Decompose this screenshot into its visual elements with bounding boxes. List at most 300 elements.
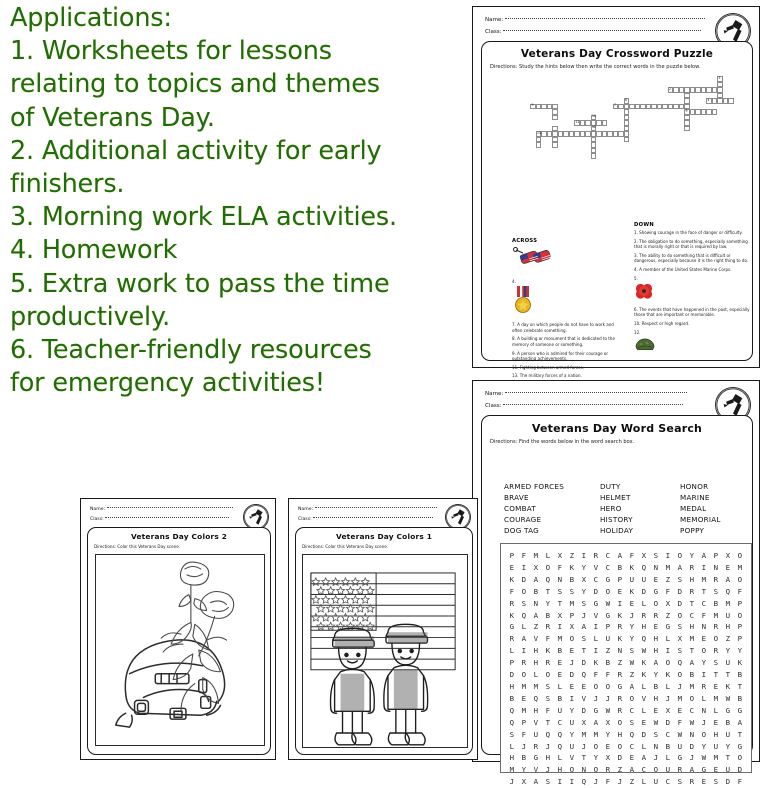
wordsearch-letter[interactable]: M — [701, 574, 707, 584]
wordsearch-letter[interactable]: Y — [605, 729, 611, 739]
wordsearch-letter[interactable]: L — [713, 705, 719, 715]
wordsearch-letter[interactable]: J — [665, 693, 671, 703]
wordsearch-letter[interactable]: K — [725, 681, 731, 691]
wordsearch-letter[interactable]: B — [725, 717, 731, 727]
wordsearch-letter[interactable]: P — [509, 551, 515, 560]
wordsearch-letter[interactable]: X — [665, 598, 671, 608]
wordsearch-letter[interactable]: I — [569, 693, 575, 703]
wordsearch-letter[interactable]: T — [545, 717, 551, 727]
wordsearch-letter[interactable]: R — [509, 598, 515, 608]
wordsearch-letter[interactable]: V — [533, 634, 539, 644]
wordsearch-letter[interactable]: U — [653, 777, 659, 787]
wordsearch-letter[interactable]: U — [629, 574, 635, 584]
wordsearch-letter[interactable]: U — [557, 705, 563, 715]
wordsearch-letter[interactable]: Q — [629, 729, 635, 739]
wordsearch-letter[interactable]: O — [701, 646, 707, 656]
wordsearch-letter[interactable]: W — [725, 693, 731, 703]
wordsearch-letter[interactable]: O — [737, 610, 743, 620]
wordsearch-letter[interactable]: H — [509, 753, 515, 763]
wordsearch-letter[interactable]: Y — [569, 729, 575, 739]
crossword-cell[interactable] — [552, 142, 558, 148]
wordsearch-letter[interactable]: M — [593, 729, 599, 739]
wordsearch-letter[interactable]: V — [533, 765, 539, 775]
wordsearch-letter[interactable]: R — [605, 765, 611, 775]
wordsearch-letter[interactable]: C — [629, 705, 635, 715]
wordsearch-letter[interactable]: W — [677, 729, 683, 739]
wordsearch-letter[interactable]: E — [509, 562, 515, 572]
wordsearch-letter[interactable]: H — [689, 622, 695, 632]
crossword-cell[interactable] — [602, 120, 608, 126]
wordsearch-letter[interactable]: A — [677, 562, 683, 572]
wordsearch-letter[interactable]: E — [713, 681, 719, 691]
wordsearch-letter[interactable]: O — [737, 574, 743, 584]
wordsearch-letter[interactable]: A — [701, 551, 707, 560]
wordsearch-letter[interactable]: J — [677, 681, 683, 691]
wordsearch-letter[interactable]: B — [521, 753, 527, 763]
wordsearch-letter[interactable]: A — [533, 777, 539, 787]
wordsearch-letter[interactable]: Y — [629, 634, 635, 644]
wordsearch-letter[interactable]: Q — [509, 717, 515, 727]
wordsearch-letter[interactable]: O — [689, 693, 695, 703]
wordsearch-letter[interactable]: R — [713, 646, 719, 656]
wordsearch-letter[interactable]: K — [629, 562, 635, 572]
wordsearch-letter[interactable]: R — [689, 562, 695, 572]
wordsearch-letter[interactable]: E — [557, 658, 563, 668]
wordsearch-letter[interactable]: K — [617, 610, 623, 620]
wordsearch-letter[interactable]: I — [593, 622, 599, 632]
wordsearch-letter[interactable]: X — [581, 717, 587, 727]
wordsearch-letter[interactable]: A — [581, 622, 587, 632]
wordsearch-letter[interactable]: S — [509, 729, 515, 739]
wordsearch-letter[interactable]: A — [689, 658, 695, 668]
wordsearch-letter[interactable]: L — [665, 753, 671, 763]
wordsearch-letter[interactable]: G — [725, 705, 731, 715]
wordsearch-letter[interactable]: T — [713, 670, 719, 680]
wordsearch-letter[interactable]: Y — [701, 658, 707, 668]
wordsearch-letter[interactable]: F — [557, 562, 563, 572]
wordsearch-letter[interactable]: I — [617, 598, 623, 608]
wordsearch-letter[interactable]: O — [677, 610, 683, 620]
wordsearch-letter[interactable]: T — [737, 681, 743, 691]
wordsearch-letter[interactable]: G — [665, 622, 671, 632]
wordsearch-letter[interactable]: B — [617, 562, 623, 572]
wordsearch-letter[interactable]: S — [677, 622, 683, 632]
wordsearch-letter[interactable]: Y — [545, 598, 551, 608]
wordsearch-letter[interactable]: G — [593, 705, 599, 715]
wordsearch-letter[interactable]: W — [653, 717, 659, 727]
wordsearch-letter[interactable]: L — [545, 551, 551, 560]
wordsearch-letter[interactable]: O — [593, 681, 599, 691]
wordsearch-letter[interactable]: T — [725, 753, 731, 763]
wordsearch-letter[interactable]: S — [677, 777, 683, 787]
wordsearch-letter[interactable]: Q — [581, 670, 587, 680]
wordsearch-letter[interactable]: O — [701, 729, 707, 739]
wordsearch-letter[interactable]: S — [677, 646, 683, 656]
wordsearch-letter[interactable]: R — [617, 622, 623, 632]
wordsearch-letter[interactable]: N — [713, 562, 719, 572]
wordsearch-letter[interactable]: T — [581, 753, 587, 763]
wordsearch-letter[interactable]: Q — [533, 693, 539, 703]
wordsearch-letter[interactable]: C — [557, 717, 563, 727]
wordsearch-letter[interactable]: E — [629, 753, 635, 763]
wordsearch-letter[interactable]: D — [641, 729, 647, 739]
wordsearch-letter[interactable]: W — [605, 705, 611, 715]
wordsearch-letter[interactable]: H — [653, 634, 659, 644]
wordsearch-letter[interactable]: S — [713, 586, 719, 596]
wordsearch-letter[interactable]: G — [593, 598, 599, 608]
wordsearch-letter[interactable]: Y — [581, 586, 587, 596]
wordsearch-letter[interactable]: O — [521, 586, 527, 596]
wordsearch-letter[interactable]: B — [737, 670, 743, 680]
crossword-cell[interactable] — [536, 142, 542, 148]
wordsearch-letter[interactable]: O — [653, 765, 659, 775]
wordsearch-letter[interactable]: Y — [701, 741, 707, 751]
wordsearch-letter[interactable]: R — [713, 574, 719, 584]
wordsearch-letter[interactable]: J — [593, 777, 599, 787]
crossword-cell[interactable] — [552, 115, 558, 121]
wordsearch-letter[interactable]: E — [569, 646, 575, 656]
wordsearch-letter[interactable]: R — [545, 622, 551, 632]
wordsearch-letter[interactable]: E — [701, 777, 707, 787]
wordsearch-letter[interactable]: L — [701, 693, 707, 703]
wordsearch-letter[interactable]: Y — [653, 670, 659, 680]
wordsearch-letter[interactable]: X — [533, 562, 539, 572]
wordsearch-letter[interactable]: V — [533, 717, 539, 727]
wordsearch-letter[interactable]: Y — [629, 622, 635, 632]
wordsearch-letter[interactable]: F — [509, 586, 515, 596]
wordsearch-letter[interactable]: Z — [617, 658, 623, 668]
wordsearch-letter[interactable]: L — [665, 634, 671, 644]
colors2-art-frame[interactable] — [95, 554, 265, 746]
wordsearch-letter[interactable]: N — [653, 741, 659, 751]
wordsearch-letter[interactable]: O — [737, 551, 743, 560]
crossword-cell[interactable] — [591, 153, 597, 159]
wordsearch-letter[interactable]: Z — [725, 634, 731, 644]
class-write-line[interactable] — [503, 30, 701, 31]
wordsearch-letter[interactable]: G — [533, 753, 539, 763]
wordsearch-letter[interactable]: K — [593, 658, 599, 668]
wordsearch-letter[interactable]: O — [653, 598, 659, 608]
wordsearch-letter[interactable]: G — [737, 741, 743, 751]
wordsearch-letter[interactable]: W — [641, 646, 647, 656]
wordsearch-letter[interactable]: K — [737, 658, 743, 668]
wordsearch-letter[interactable]: A — [617, 551, 623, 560]
wordsearch-letter[interactable]: Y — [569, 705, 575, 715]
wordsearch-letter[interactable]: B — [533, 586, 539, 596]
wordsearch-letter[interactable]: X — [557, 610, 563, 620]
wordsearch-letter[interactable]: A — [629, 681, 635, 691]
wordsearch-letter[interactable]: E — [557, 670, 563, 680]
wordsearch-letter[interactable]: C — [641, 765, 647, 775]
wordsearch-letter[interactable]: H — [545, 753, 551, 763]
wordsearch-letter[interactable]: R — [521, 658, 527, 668]
wordsearch-letter[interactable]: L — [509, 646, 515, 656]
wordsearch-letter[interactable]: L — [533, 670, 539, 680]
wordsearch-letter[interactable]: M — [557, 634, 563, 644]
wordsearch-letter[interactable]: T — [689, 646, 695, 656]
wordsearch-letter[interactable]: Y — [725, 741, 731, 751]
wordsearch-letter[interactable]: Z — [533, 622, 539, 632]
wordsearch-letter[interactable]: H — [617, 729, 623, 739]
wordsearch-letter[interactable]: R — [641, 610, 647, 620]
wordsearch-letter[interactable]: L — [641, 598, 647, 608]
wordsearch-letter[interactable]: M — [533, 551, 539, 560]
wordsearch-letter[interactable]: O — [617, 741, 623, 751]
wordsearch-letter[interactable]: T — [701, 586, 707, 596]
wordsearch-letter[interactable]: F — [737, 777, 743, 787]
wordsearch-letter[interactable]: I — [665, 646, 671, 656]
wordsearch-letter[interactable]: S — [545, 777, 551, 787]
wordsearch-letter[interactable]: C — [605, 551, 611, 560]
wordsearch-letter[interactable]: L — [521, 622, 527, 632]
crossword-grid[interactable] — [486, 76, 738, 194]
wordsearch-letter[interactable]: K — [629, 586, 635, 596]
wordsearch-letter[interactable]: K — [509, 610, 515, 620]
wordsearch-letter[interactable]: M — [713, 693, 719, 703]
wordsearch-letter[interactable]: W — [605, 598, 611, 608]
wordsearch-letter[interactable]: R — [545, 658, 551, 668]
wordsearch-letter[interactable]: X — [605, 717, 611, 727]
wordsearch-letter[interactable]: N — [581, 765, 587, 775]
wordsearch-letter[interactable]: Y — [725, 646, 731, 656]
wordsearch-letter[interactable]: U — [725, 765, 731, 775]
wordsearch-letter[interactable]: D — [509, 670, 515, 680]
wordsearch-letter[interactable]: O — [605, 681, 611, 691]
wordsearch-letter[interactable]: O — [569, 765, 575, 775]
wordsearch-letter[interactable]: N — [701, 622, 707, 632]
wordsearch-letter[interactable]: I — [557, 777, 563, 787]
wordsearch-letter[interactable]: M — [689, 681, 695, 691]
wordsearch-letter[interactable]: R — [617, 705, 623, 715]
wordsearch-letter[interactable]: A — [629, 765, 635, 775]
wordsearch-letter[interactable]: E — [617, 586, 623, 596]
wordsearch-letter[interactable]: O — [737, 753, 743, 763]
wordsearch-letter[interactable]: L — [665, 681, 671, 691]
wordsearch-letter[interactable]: O — [545, 562, 551, 572]
wordsearch-letter[interactable]: V — [593, 610, 599, 620]
wordsearch-letter[interactable]: X — [581, 574, 587, 584]
wordsearch-letter[interactable]: O — [713, 634, 719, 644]
wordsearch-letter[interactable]: P — [569, 610, 575, 620]
wordsearch-letter[interactable]: H — [713, 729, 719, 739]
wordsearch-letter[interactable]: N — [689, 729, 695, 739]
wordsearch-letter[interactable]: X — [569, 622, 575, 632]
wordsearch-letter[interactable]: N — [617, 646, 623, 656]
wordsearch-letter[interactable]: N — [533, 598, 539, 608]
wordsearch-letter[interactable]: L — [557, 753, 563, 763]
wordsearch-letter[interactable]: Q — [641, 634, 647, 644]
wordsearch-letter[interactable]: Q — [545, 574, 551, 584]
wordsearch-letter[interactable]: E — [521, 693, 527, 703]
wordsearch-letter[interactable]: Z — [665, 574, 671, 584]
wordsearch-letter[interactable]: B — [665, 741, 671, 751]
wordsearch-letter[interactable]: O — [677, 670, 683, 680]
wordsearch-letter[interactable]: P — [737, 622, 743, 632]
wordsearch-letter[interactable]: L — [509, 741, 515, 751]
wordsearch-letter[interactable]: O — [665, 658, 671, 668]
wordsearch-letter[interactable]: U — [725, 729, 731, 739]
wordsearch-letter[interactable]: X — [725, 551, 731, 560]
wordsearch-letter[interactable]: R — [509, 634, 515, 644]
wordsearch-letter[interactable]: M — [725, 598, 731, 608]
wordsearch-letter[interactable]: E — [653, 574, 659, 584]
wordsearch-letter[interactable]: J — [593, 693, 599, 703]
wordsearch-letter[interactable]: X — [557, 551, 563, 560]
wordsearch-letter[interactable]: A — [689, 765, 695, 775]
wordsearch-letter[interactable]: L — [641, 705, 647, 715]
wordsearch-letter[interactable]: B — [689, 670, 695, 680]
wordsearch-letter[interactable]: U — [641, 574, 647, 584]
wordsearch-letter[interactable]: R — [677, 765, 683, 775]
wordsearch-letter[interactable]: V — [641, 693, 647, 703]
wordsearch-letter[interactable]: J — [545, 765, 551, 775]
wordsearch-letter[interactable]: M — [665, 562, 671, 572]
wordsearch-letter[interactable]: X — [641, 551, 647, 560]
wordsearch-letter[interactable]: P — [521, 717, 527, 727]
wordsearch-letter[interactable]: A — [653, 658, 659, 668]
wordsearch-letter[interactable]: T — [557, 598, 563, 608]
wordsearch-letter[interactable]: T — [737, 729, 743, 739]
wordsearch-letter[interactable]: S — [653, 729, 659, 739]
wordsearch-letter[interactable]: F — [521, 729, 527, 739]
wordsearch-letter[interactable]: F — [545, 634, 551, 644]
wordsearch-letter[interactable]: I — [665, 551, 671, 560]
wordsearch-letter[interactable]: C — [689, 705, 695, 715]
wordsearch-letter[interactable]: J — [581, 610, 587, 620]
wordsearch-letter[interactable]: X — [677, 634, 683, 644]
name-write-line[interactable] — [505, 18, 705, 19]
wordsearch-letter[interactable]: B — [569, 574, 575, 584]
wordsearch-letter[interactable]: Z — [629, 670, 635, 680]
wordsearch-letter[interactable]: C — [689, 610, 695, 620]
wordsearch-letter[interactable]: R — [713, 622, 719, 632]
wordsearch-letter[interactable]: A — [521, 634, 527, 644]
wordsearch-letter[interactable]: I — [701, 562, 707, 572]
wordsearch-letter[interactable]: F — [677, 717, 683, 727]
wordsearch-letter[interactable]: N — [557, 574, 563, 584]
wordsearch-letter[interactable]: V — [569, 753, 575, 763]
wordsearch-letter[interactable]: P — [737, 598, 743, 608]
wordsearch-letter[interactable]: J — [581, 741, 587, 751]
wordsearch-letter[interactable]: J — [509, 777, 515, 787]
wordsearch-letter[interactable]: E — [725, 562, 731, 572]
wordsearch-letter[interactable]: J — [653, 753, 659, 763]
wordsearch-letter[interactable]: O — [521, 670, 527, 680]
wordsearch-letter[interactable]: K — [641, 670, 647, 680]
wordsearch-letter[interactable]: B — [509, 693, 515, 703]
wordsearch-letter[interactable]: G — [677, 753, 683, 763]
wordsearch-letter[interactable]: R — [689, 777, 695, 787]
wordsearch-letter[interactable]: S — [629, 646, 635, 656]
wordsearch-letter[interactable]: T — [725, 670, 731, 680]
wordsearch-letter[interactable]: D — [725, 777, 731, 787]
name-write-line[interactable] — [107, 507, 233, 508]
wordsearch-letter[interactable]: M — [533, 681, 539, 691]
wordsearch-letter[interactable]: B — [737, 693, 743, 703]
wordsearch-letter[interactable]: H — [533, 646, 539, 656]
wordsearch-letter[interactable]: L — [593, 634, 599, 644]
wordsearch-letter[interactable]: I — [521, 646, 527, 656]
wordsearch-letter[interactable]: P — [737, 634, 743, 644]
wordsearch-letter[interactable]: U — [665, 765, 671, 775]
wordsearch-letter[interactable]: J — [629, 610, 635, 620]
wordsearch-letter[interactable]: M — [689, 634, 695, 644]
wordsearch-letter[interactable]: K — [641, 658, 647, 668]
wordsearch-letter[interactable]: K — [569, 562, 575, 572]
wordsearch-letter[interactable]: X — [605, 753, 611, 763]
wordsearch-letter[interactable]: W — [701, 753, 707, 763]
wordsearch-letter[interactable]: E — [581, 681, 587, 691]
wordsearch-letter[interactable]: B — [545, 610, 551, 620]
wordsearch-letter[interactable]: V — [593, 562, 599, 572]
wordsearch-letter[interactable]: Z — [569, 551, 575, 560]
wordsearch-letter[interactable]: Q — [725, 586, 731, 596]
wordsearch-letter[interactable]: D — [641, 586, 647, 596]
name-write-line[interactable] — [505, 392, 687, 393]
wordsearch-letter[interactable]: D — [617, 753, 623, 763]
wordsearch-letter[interactable]: G — [617, 681, 623, 691]
wordsearch-letter[interactable]: Q — [545, 729, 551, 739]
wordsearch-letter[interactable]: M — [737, 562, 743, 572]
wordsearch-letter[interactable]: A — [641, 753, 647, 763]
wordsearch-letter[interactable]: D — [677, 586, 683, 596]
wordsearch-letter[interactable]: F — [665, 586, 671, 596]
wordsearch-letter[interactable]: S — [677, 574, 683, 584]
wordsearch-letter[interactable]: M — [569, 598, 575, 608]
wordsearch-letter[interactable]: C — [665, 777, 671, 787]
wordsearch-letter[interactable]: U — [569, 741, 575, 751]
wordsearch-letter[interactable]: F — [629, 551, 635, 560]
wordsearch-letter[interactable]: E — [629, 598, 635, 608]
wordsearch-letter[interactable]: I — [581, 551, 587, 560]
wordsearch-letter[interactable]: J — [701, 717, 707, 727]
wordsearch-letter[interactable]: S — [569, 586, 575, 596]
wordsearch-letter[interactable]: M — [509, 765, 515, 775]
wordsearch-letter[interactable]: Q — [677, 658, 683, 668]
wordsearch-letter[interactable]: R — [593, 551, 599, 560]
wordsearch-letter[interactable]: B — [713, 598, 719, 608]
wordsearch-letter[interactable]: G — [605, 610, 611, 620]
wordsearch-letter[interactable]: U — [605, 634, 611, 644]
wordsearch-letter[interactable]: O — [593, 765, 599, 775]
wordsearch-letter[interactable]: D — [581, 705, 587, 715]
wordsearch-letter[interactable]: I — [557, 622, 563, 632]
wordsearch-letter[interactable]: N — [653, 562, 659, 572]
wordsearch-letter-grid[interactable] — [500, 543, 752, 787]
wordsearch-letter[interactable]: J — [521, 741, 527, 751]
wordsearch-letter[interactable]: Y — [689, 551, 695, 560]
wordsearch-letter[interactable]: H — [689, 574, 695, 584]
wordsearch-letter[interactable]: T — [689, 598, 695, 608]
wordsearch-letter[interactable]: F — [737, 586, 743, 596]
wordsearch-letter[interactable]: H — [653, 646, 659, 656]
wordsearch-letter[interactable]: I — [569, 777, 575, 787]
wordsearch-letter[interactable]: M — [521, 681, 527, 691]
wordsearch-letter[interactable]: G — [737, 705, 743, 715]
wordsearch-letter[interactable]: V — [581, 693, 587, 703]
wordsearch-letter[interactable]: B — [557, 646, 563, 656]
wordsearch-letter[interactable]: A — [725, 574, 731, 584]
wordsearch-letter[interactable]: O — [605, 586, 611, 596]
wordsearch-letter[interactable]: G — [701, 765, 707, 775]
wordsearch-letter[interactable]: S — [557, 586, 563, 596]
wordsearch-letter[interactable]: P — [605, 622, 611, 632]
wordsearch-letter[interactable]: R — [701, 681, 707, 691]
wordsearch-letter[interactable]: D — [689, 741, 695, 751]
wordsearch-letter[interactable]: W — [689, 717, 695, 727]
wordsearch-letter[interactable]: D — [521, 574, 527, 584]
wordsearch-letter[interactable]: U — [569, 717, 575, 727]
